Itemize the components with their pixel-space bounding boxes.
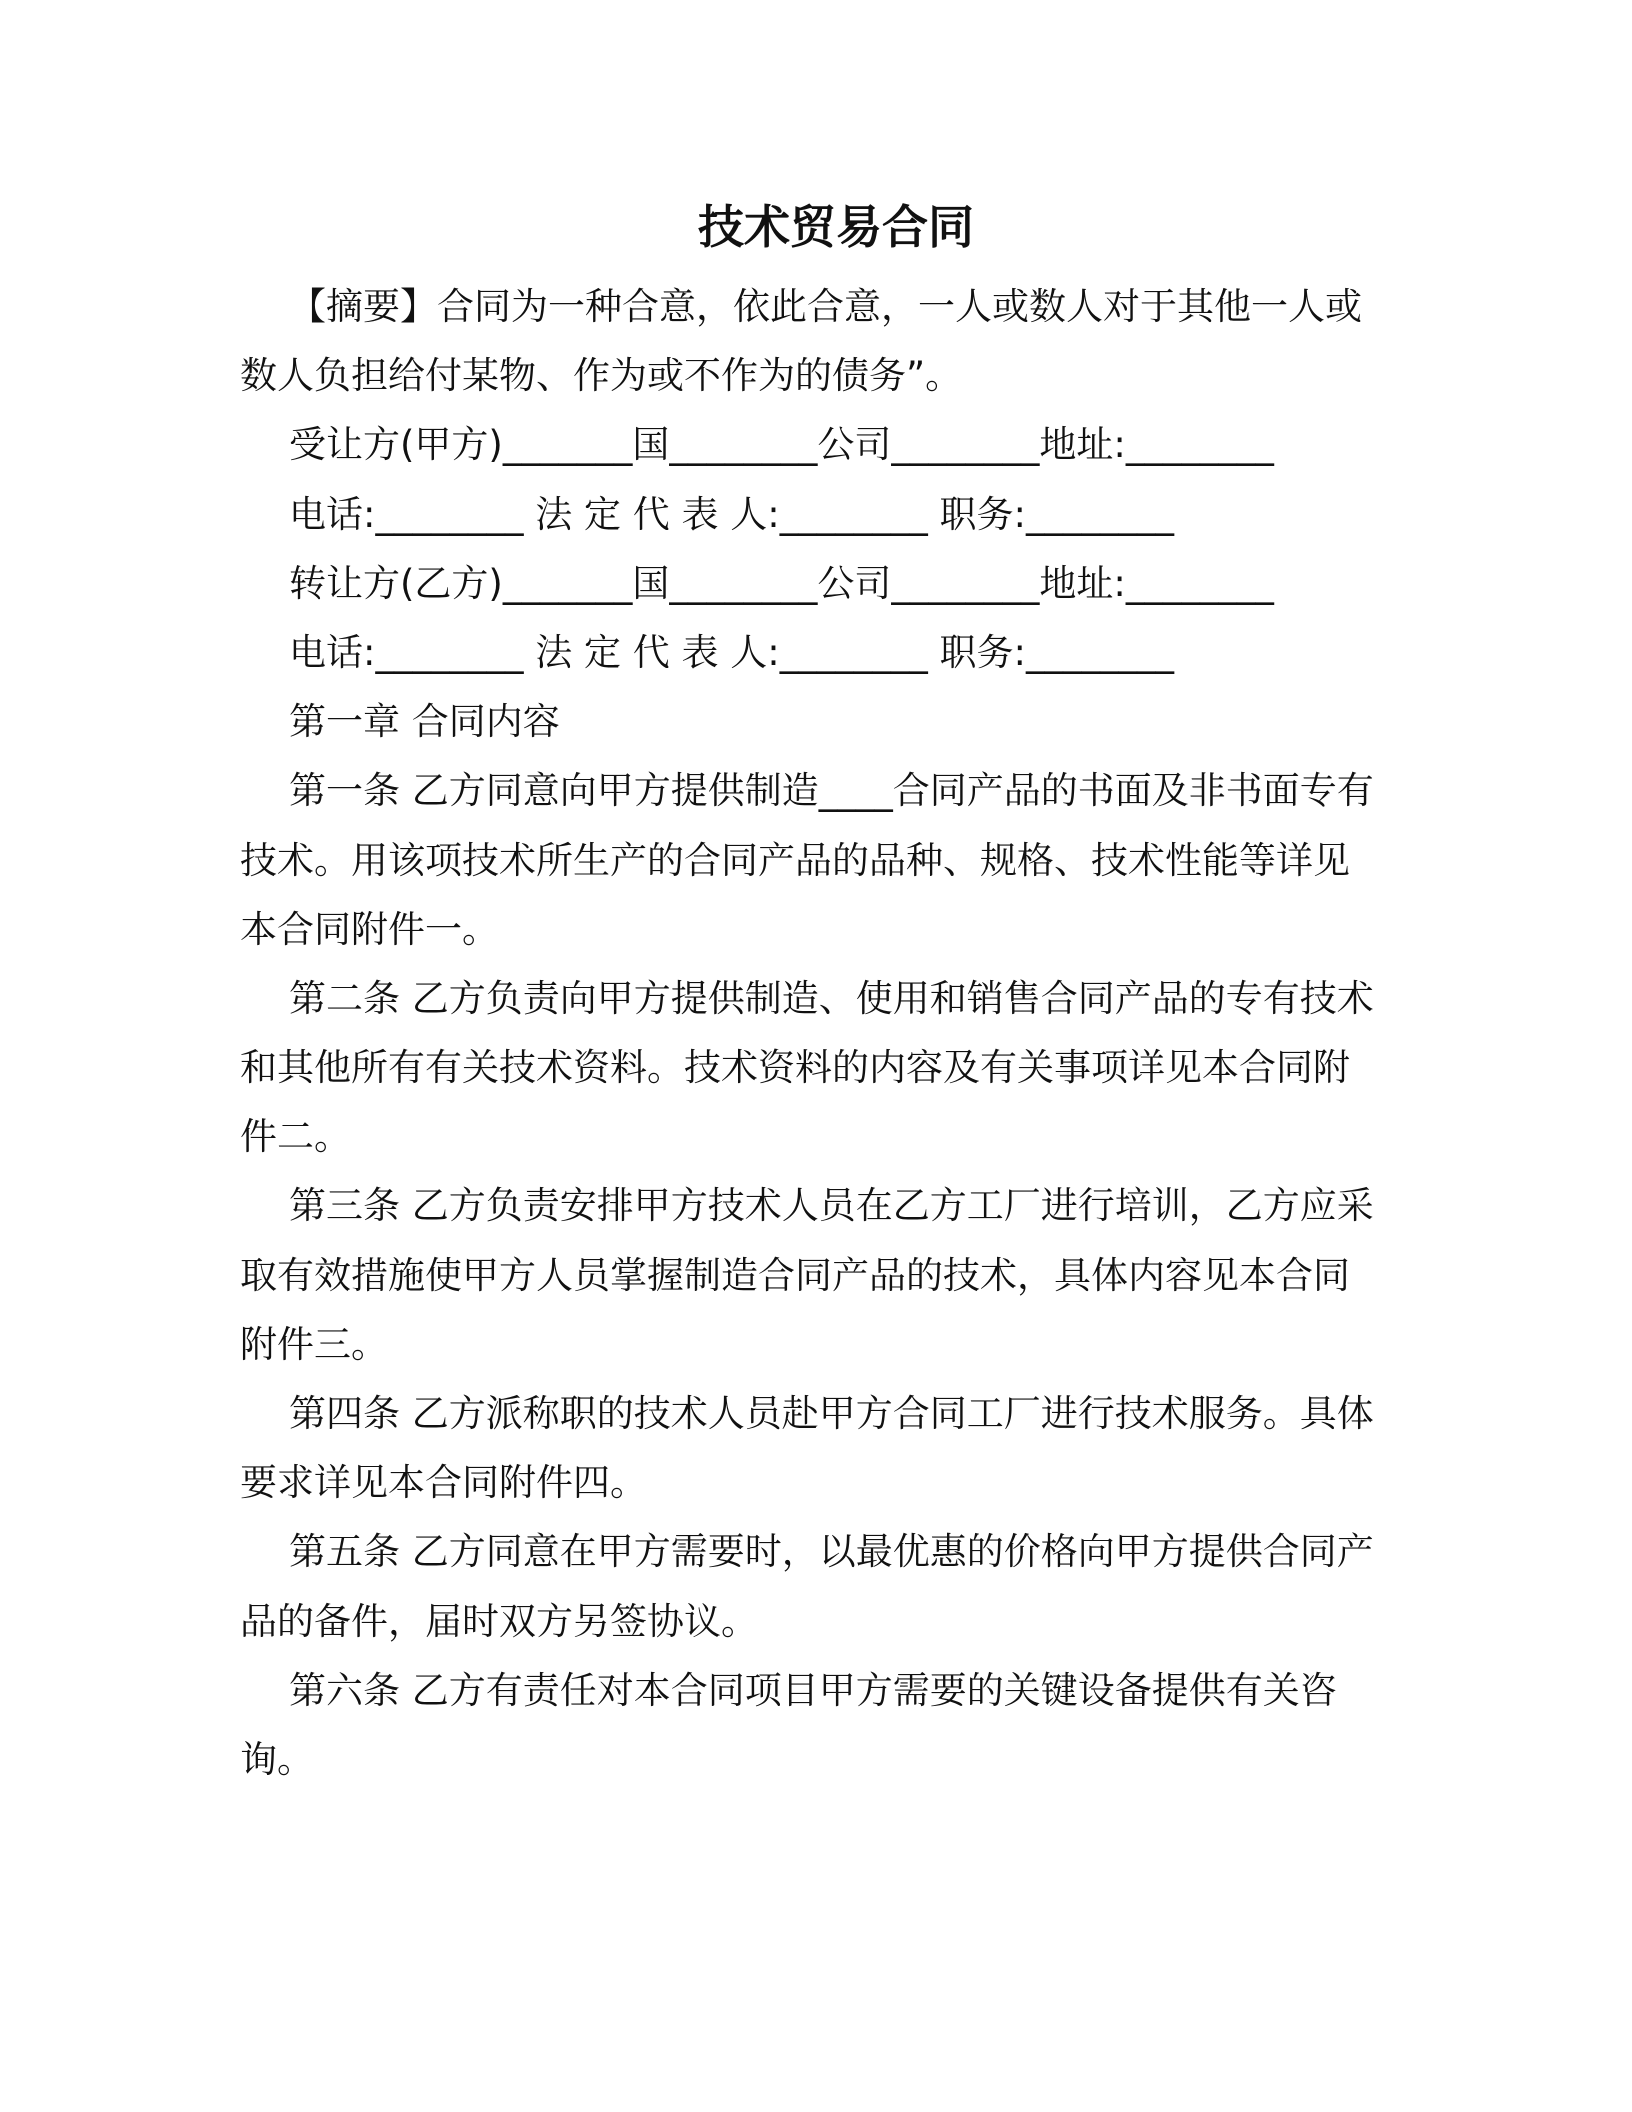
article-5 <box>240 1517 1440 1655</box>
text-line: 第三条 乙方负责安排甲方技术人员在乙方工厂进行培训，乙方应采 <box>289 1184 1374 1228</box>
text-line: 和其他所有有关技术资料。技术资料的内容及有关事项详见本合同附 <box>240 1046 1350 1090</box>
text-line: 【摘要】合同为一种合意，依此合意，一人或数人对于其他一人或 <box>289 285 1362 328</box>
transferor-contact-line <box>240 618 1440 687</box>
text-line: 第六条 乙方有责任对本合同项目甲方需要的关键设备提供有关咨 <box>289 1668 1337 1712</box>
abstract-paragraph <box>240 272 1440 410</box>
document-title: 技术贸易合同 <box>698 200 974 254</box>
text-line: 第一章 合同内容 <box>289 700 560 744</box>
article-2 <box>240 964 1440 1172</box>
text-line: 技术。用该项技术所生产的合同产品的品种、规格、技术性能等详见 <box>240 838 1350 882</box>
article-3 <box>240 1171 1440 1379</box>
text-line: 受让方(甲方)_______国________公司________地址:________ <box>289 423 1274 467</box>
text-line: 件二。 <box>240 1115 351 1159</box>
text-line: 数人负担给付某物、作为或不作为的债务”。 <box>240 354 963 398</box>
chapter-heading <box>240 687 1440 756</box>
text-line: 品的备件，届时双方另签协议。 <box>240 1599 758 1643</box>
text-line: 电话:________ 法 定 代 表 人:________ 职务:________ <box>289 492 1174 536</box>
text-line: 第四条 乙方派称职的技术人员赴甲方合同工厂进行技术服务。具体 <box>289 1392 1374 1435</box>
transferee-contact-line <box>240 480 1440 549</box>
text-line: 第五条 乙方同意在甲方需要时，以最优惠的价格向甲方提供合同产 <box>289 1530 1374 1574</box>
text-line: 要求详见本合同附件四。 <box>240 1461 647 1505</box>
transferee-info-line <box>240 410 1440 479</box>
article-1 <box>240 756 1440 964</box>
text-line: 电话:________ 法 定 代 表 人:________ 职务:________ <box>289 630 1174 674</box>
text-line: 询。 <box>240 1737 314 1781</box>
text-line: 转让方(乙方)_______国________公司________地址:________ <box>289 561 1274 605</box>
article-6 <box>240 1656 1440 1794</box>
text-line: 附件三。 <box>240 1322 388 1366</box>
text-line: 第二条 乙方负责向甲方提供制造、使用和销售合同产品的专有技术 <box>289 976 1374 1020</box>
article-4 <box>240 1379 1440 1517</box>
text-line: 第一条 乙方同意向甲方提供制造____合同产品的书面及非书面专有 <box>289 769 1374 813</box>
document-body <box>240 272 1440 1794</box>
text-line: 取有效措施使甲方人员掌握制造合同产品的技术，具体内容见本合同 <box>240 1253 1350 1297</box>
text-line: 本合同附件一。 <box>240 907 499 951</box>
transferor-info-line <box>240 549 1440 618</box>
